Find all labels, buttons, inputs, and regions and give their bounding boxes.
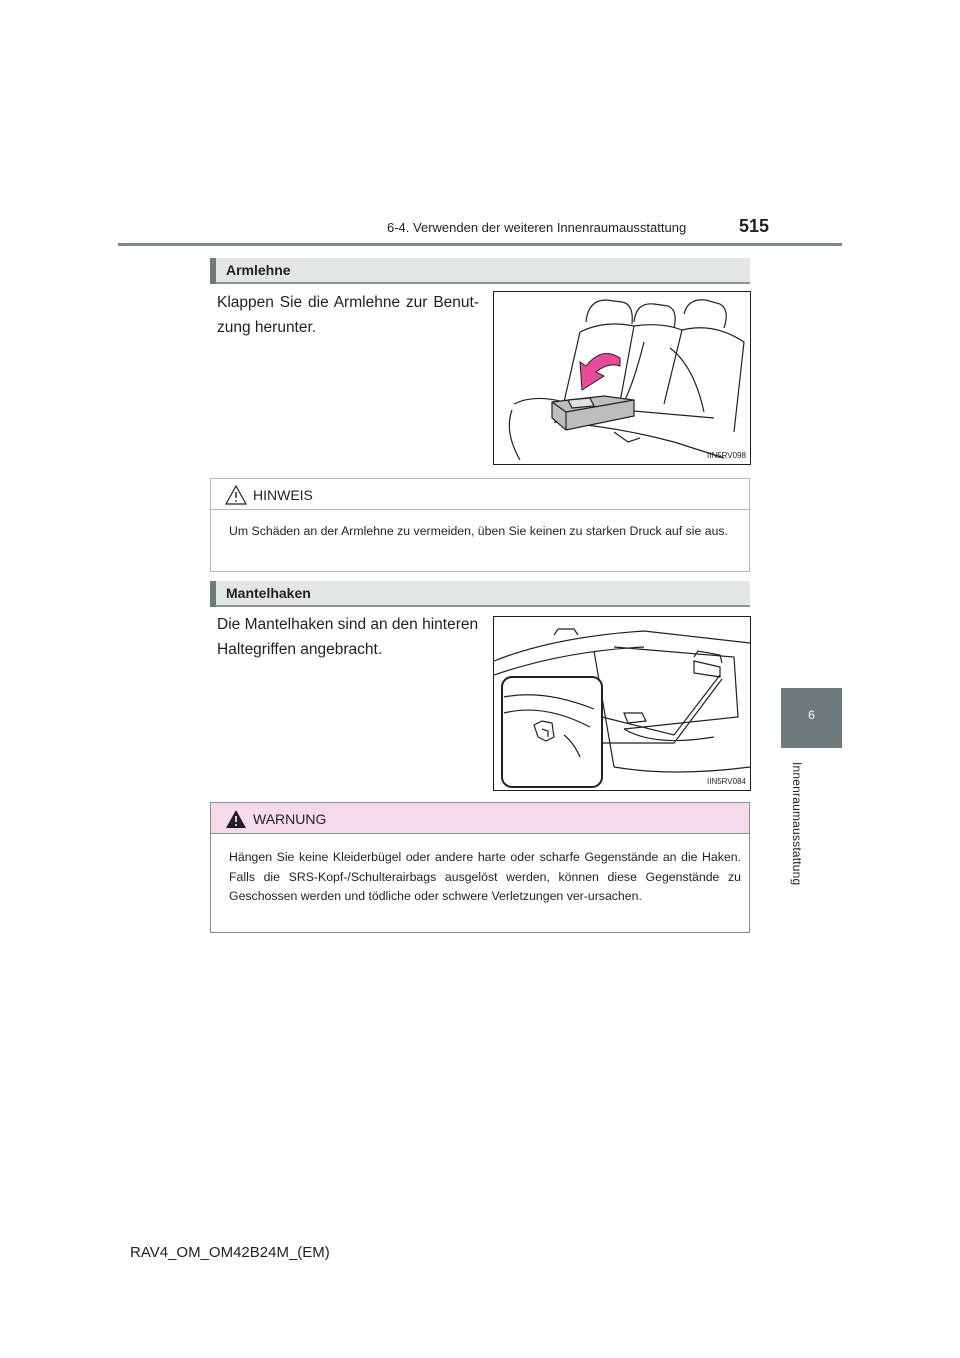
page-number: 515 — [739, 216, 770, 236]
warning-box — [210, 802, 750, 933]
zoom-callout — [502, 677, 602, 787]
armrest-title: Armlehne — [226, 262, 291, 278]
armrest-image-code: IIN5RV098 — [707, 451, 746, 460]
coat-hooks-title: Mantelhaken — [226, 585, 311, 601]
notice-title: HINWEIS — [253, 487, 313, 503]
notice-header — [211, 479, 749, 509]
warning-triangle-icon — [225, 809, 247, 829]
chapter-number: 6 — [808, 708, 815, 722]
heading-accent — [210, 258, 216, 284]
heading-accent — [210, 581, 216, 607]
warning-header — [211, 803, 749, 833]
coat-hook-image-code: IIN5RV084 — [707, 777, 746, 786]
fold-down-arrow — [580, 354, 620, 391]
armrest-illustration — [493, 291, 751, 465]
armrest-text: Klappen Sie die Armlehne zur Benut-zung herunter. — [217, 294, 479, 336]
coat-hook-illustration — [493, 616, 751, 791]
armrest-section-heading — [210, 258, 750, 284]
document-code: RAV4_OM_OM42B24M_(EM) — [130, 1244, 330, 1261]
warning-title: WARNUNG — [253, 811, 327, 827]
warning-divider — [211, 833, 749, 834]
warning-text: Hängen Sie keine Kleiderbügel oder andere harte oder scharfe Gegenstände an die Haken. Falls die SRS-Kopf-/Schulterairbags ausgelöst werden, können diese Gegenstände zu Geschossen werden und tödliche oder schwere Verletzungen ver-ursachen. — [229, 850, 741, 903]
running-header: 6-4. Verwenden der weiteren Innenraumausstattung — [387, 220, 687, 235]
notice-box — [210, 478, 750, 572]
caution-triangle-icon — [225, 485, 247, 505]
notice-text: Um Schäden an der Armlehne zu vermeiden, üben Sie keinen zu starken Druck auf sie aus. — [229, 524, 728, 538]
coat-hook-drawing — [494, 617, 750, 790]
armrest-drawing — [494, 292, 750, 464]
header-rule — [118, 243, 842, 246]
coat-hooks-text: Die Mantelhaken sind an den hinteren Haltegriffen angebracht. — [217, 616, 479, 658]
coat-hooks-section-heading — [210, 581, 750, 607]
chapter-label: Innenraumausstattung — [790, 762, 804, 886]
notice-divider — [211, 509, 749, 510]
